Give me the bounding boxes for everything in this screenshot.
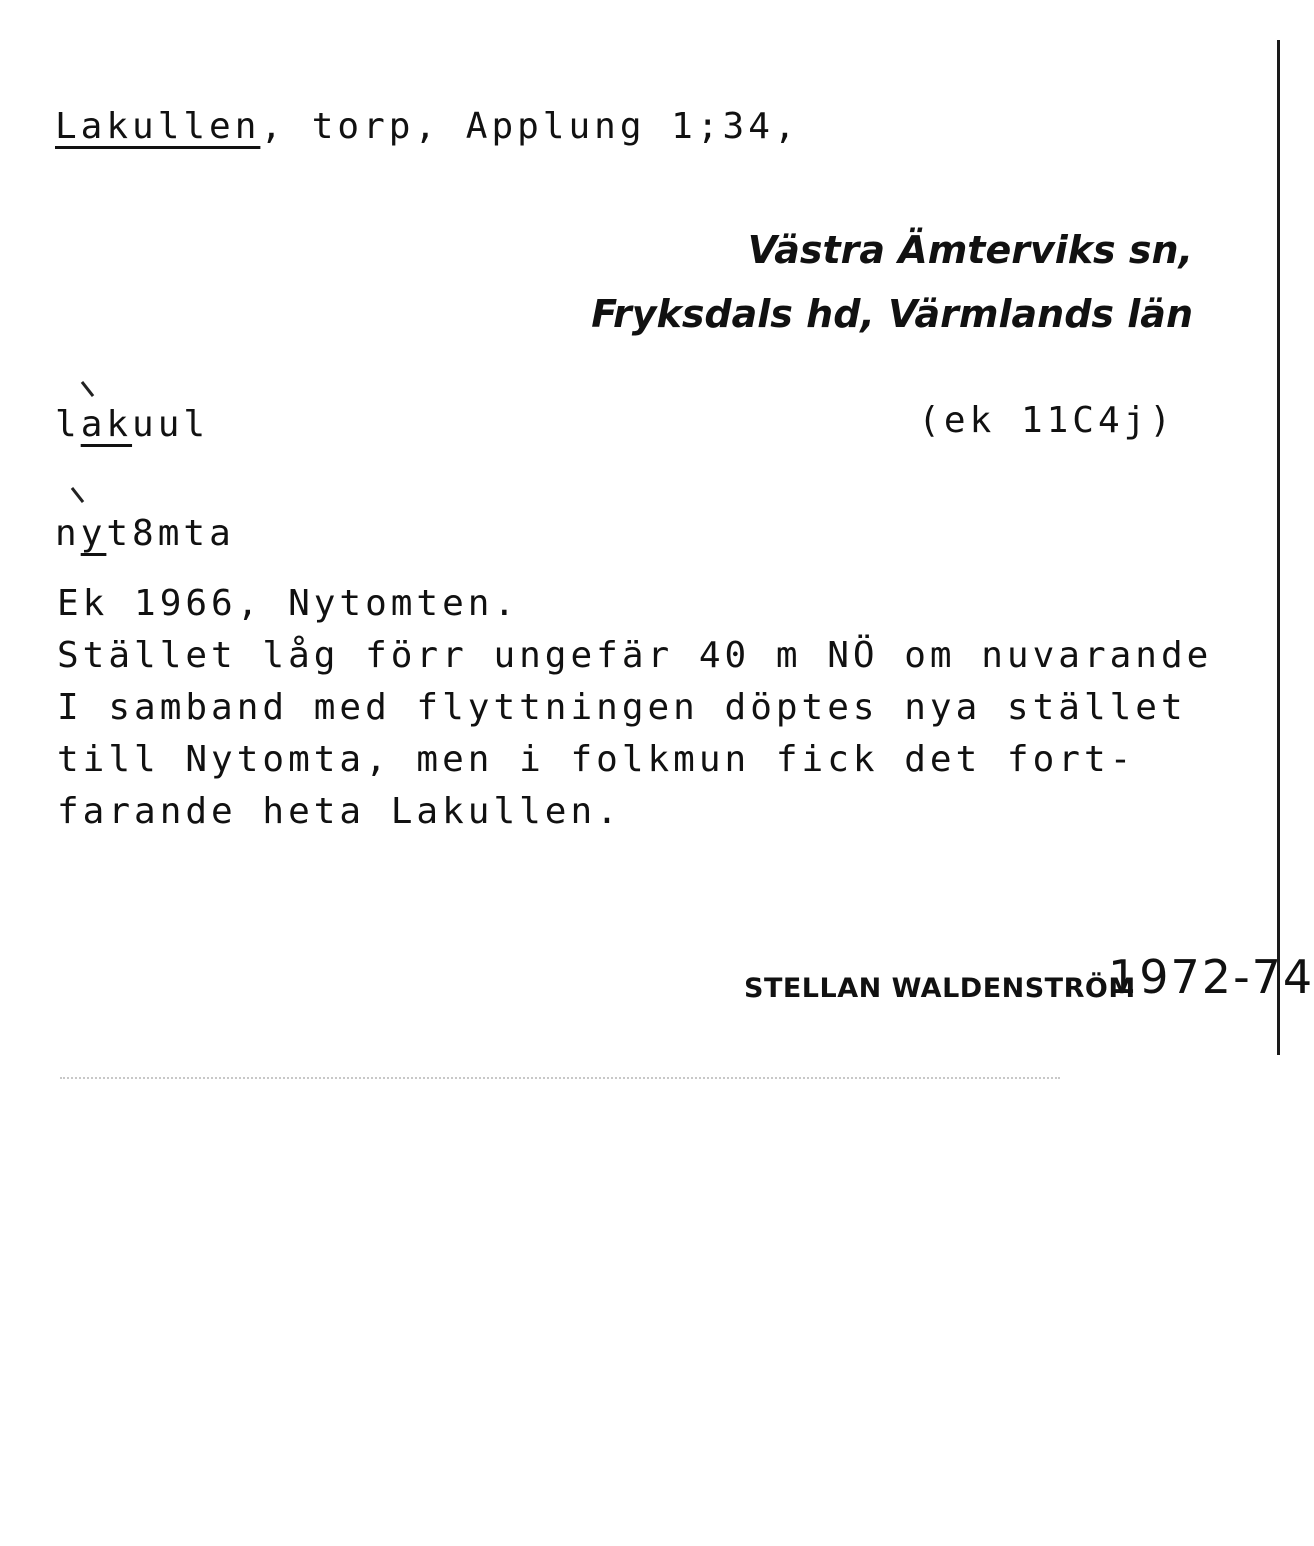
- place-details: , torp, Applung 1;34,: [260, 106, 800, 147]
- parish-line: Västra Ämterviks sn,: [747, 228, 1193, 272]
- card-bottom-edge: [60, 1077, 1060, 1079]
- collection-years: 1972-74: [1108, 950, 1314, 1004]
- district-county-line: Fryksdals hd, Värmlands län: [591, 292, 1193, 336]
- collector-signature: STELLAN WALDENSTRÖM: [744, 973, 1136, 1004]
- card-heading: [55, 106, 800, 147]
- pronunciation-part: t8mta: [106, 513, 235, 554]
- place-name: Lakullen: [55, 106, 261, 147]
- note-line: farande heta Lakullen.: [57, 791, 622, 832]
- pronunciation-part: n: [55, 513, 81, 554]
- stress-accent-mark: [81, 381, 94, 397]
- note-line: I samband med flyttningen döptes nya stället: [57, 687, 1187, 728]
- note-line: till Nytomta, men i folkmun fick det fort-: [57, 739, 1136, 780]
- pronunciation-part: l: [55, 404, 81, 445]
- stress-accent-mark: [71, 487, 84, 503]
- card-edge-line: [1277, 40, 1280, 1055]
- pronunciation-stressed-part: ak: [80, 404, 133, 445]
- map-reference: (ek 11C4j): [918, 400, 1175, 441]
- pronunciation-lakullen: [55, 404, 209, 445]
- pronunciation-part: uul: [132, 404, 210, 445]
- note-line: Stället låg förr ungefär 40 m NÖ om nuvarande: [57, 635, 1213, 676]
- note-body: [57, 578, 1212, 838]
- pronunciation-stressed-part: y: [80, 513, 107, 554]
- note-line: Ek 1966, Nytomten.: [57, 583, 520, 624]
- pronunciation-nytomta: [55, 513, 235, 554]
